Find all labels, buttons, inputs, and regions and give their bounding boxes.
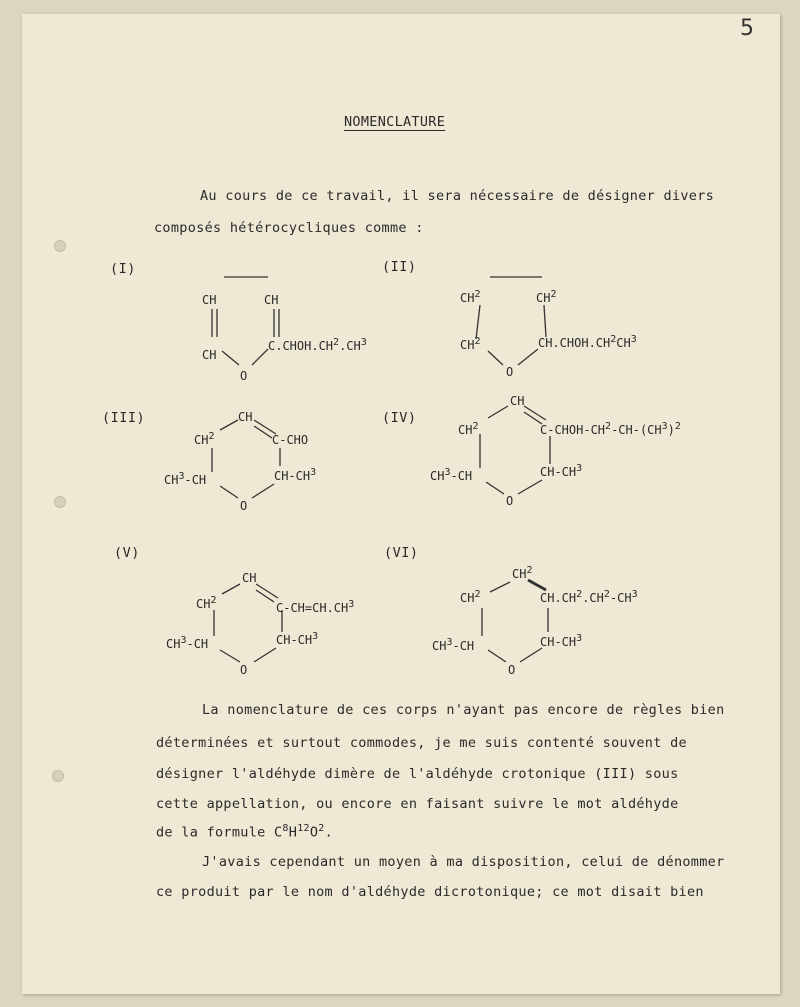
svg-text:O: O (506, 494, 514, 508)
structure-5-pyran-propenyl (162, 570, 442, 680)
svg-text:CH: CH (242, 571, 257, 585)
structure-label-1: (I) (110, 261, 136, 277)
structure-1-furan (192, 269, 432, 383)
svg-text:CH3-CH: $CH^3-CH$ (164, 471, 207, 487)
punch-hole (54, 240, 66, 252)
svg-text:CH2: $CH^2$ (460, 336, 481, 352)
paragraph-1-line: cette appellation, ou encore en faisant suivre le mot aldéhyde (156, 796, 679, 812)
s1-atom: CH (202, 293, 217, 307)
svg-text:CH: CH (238, 410, 253, 424)
svg-text:C-CHO: C-CHO (272, 433, 309, 447)
structure-label-6: (VI) (384, 545, 419, 561)
paragraph-2-line: ce produit par le nom d'aldéhyde dicrotonique; ce mot disait bien (156, 884, 704, 900)
svg-text:C.CHOH.CH2.CH3: $C.CHOH.CH^2.CH^3$ (268, 337, 367, 353)
svg-text:C-CHOH-CH2-CH-(CH3)2: $C-CHOH-CH^2-CH-(CH^3)^2$ (540, 421, 681, 437)
structure-label-2: (II) (382, 259, 417, 275)
paper-sheet (22, 14, 780, 994)
structure-4-pyran-alcohol (428, 390, 768, 510)
intro-line-1: Au cours de ce travail, il sera nécessaire de désigner divers (200, 188, 715, 204)
intro-line-2: composés hétérocycliques comme : (154, 220, 424, 236)
svg-text:C-CH=CH.CH3: $C-CH=CH.CH^3$ (276, 599, 355, 615)
svg-text:O: O (506, 365, 514, 379)
svg-text:CH2: $CH^2$ (460, 589, 481, 605)
formula-line: de la formule $C^8H^{12}O^2$. (156, 823, 334, 841)
punch-hole (52, 770, 64, 782)
paragraph-2-line: J'avais cependant un moyen à ma disposition, celui de dénommer (202, 854, 725, 870)
svg-text:CH2: $CH^2$ (512, 565, 533, 581)
paragraph-1-line: désigner l'aldéhyde dimère de l'aldéhyde crotonique (III) sous (156, 766, 679, 782)
svg-text:CH2: $CH^2$ (196, 595, 217, 611)
svg-text:CH: CH (510, 394, 525, 408)
page-number: 5 (740, 16, 754, 41)
svg-text:CH3-CH: $CH^3-CH$ (430, 467, 473, 483)
svg-text:CH3-CH: $CH^3-CH$ (166, 635, 209, 651)
structure-3-pyran-aldehyde (162, 406, 402, 516)
paragraph-1-line: La nomenclature de ces corps n'ayant pas encore de règles bien (202, 702, 725, 718)
svg-text:CH2: $CH^2$ (458, 421, 479, 437)
svg-text:O: O (508, 663, 516, 677)
svg-text:CH.CH2.CH2-CH3: $CH.CH^2.CH^2-CH^3$ (540, 589, 638, 605)
structure-6-tetrahydropyran (428, 565, 728, 678)
structure-label-4: (IV) (382, 410, 417, 426)
s1-oxygen: O (240, 369, 248, 383)
svg-text:CH2: $CH^2$ (536, 289, 557, 305)
punch-hole (54, 496, 66, 508)
svg-text:CH-CH3: $CH-CH^3$ (540, 463, 583, 479)
svg-text:CH.CHOH.CH2CH3: $CH.CHOH.CH^2CH^3$ (538, 334, 637, 350)
svg-text:CH-CH3: $CH-CH^3$ (274, 467, 317, 483)
svg-text:CH3-CH: $CH^3-CH$ (432, 637, 475, 653)
svg-text:CH-CH3: $CH-CH^3$ (276, 631, 319, 647)
svg-text:CH2: $CH^2$ (194, 431, 215, 447)
page-title: NOMENCLATURE (344, 114, 446, 130)
s1-atom: CH (264, 293, 279, 307)
svg-text:CH-CH3: $CH-CH^3$ (540, 633, 583, 649)
svg-text:CH2: $CH^2$ (460, 289, 481, 305)
s1-atom: CH (202, 348, 217, 362)
svg-text:O: O (240, 663, 248, 677)
structure-label-5: (V) (114, 545, 140, 561)
structure-2-tetrahydrofuran (458, 269, 718, 379)
structure-label-3: (III) (102, 410, 146, 426)
paragraph-1-line: déterminées et surtout commodes, je me suis contenté souvent de (156, 735, 687, 751)
svg-text:O: O (240, 499, 248, 513)
